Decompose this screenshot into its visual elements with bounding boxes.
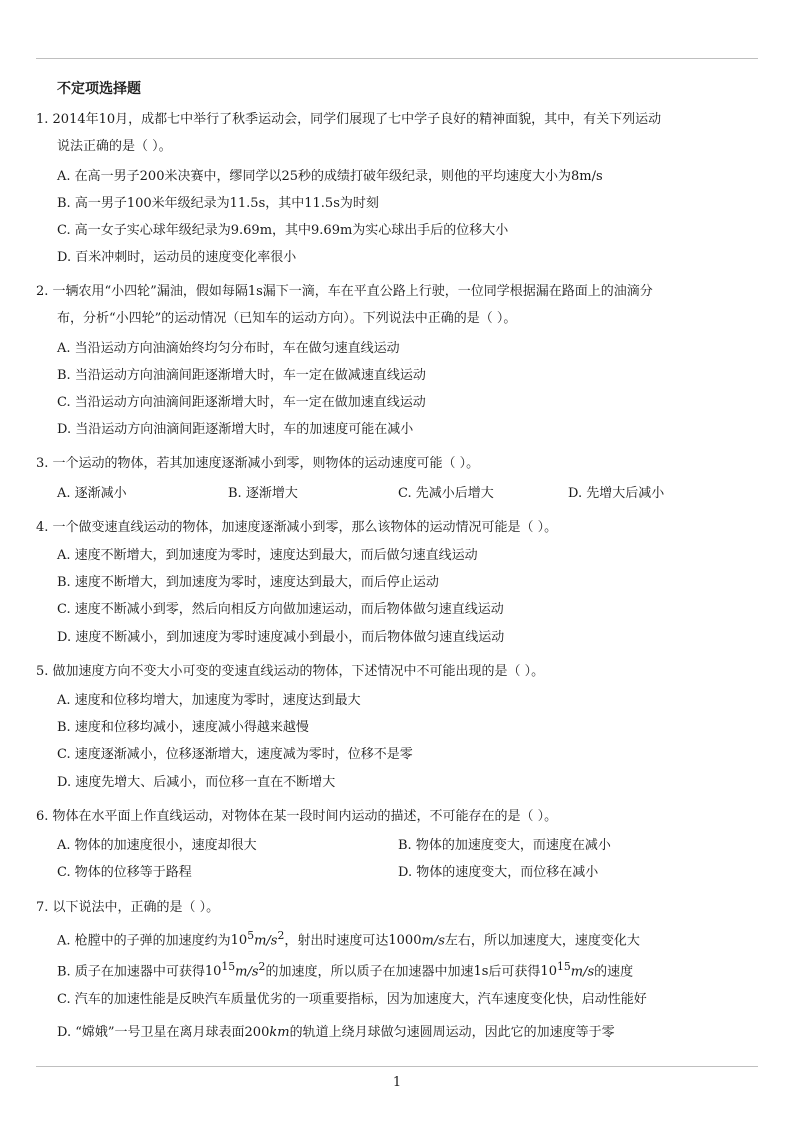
math-exponent: 2 [277, 929, 285, 942]
question-7-option-c: C. 汽车的加速性能是反映汽车质量优劣的一项重要指标，因为加速度大，汽车速度变化快，启动性能好 [57, 992, 647, 1007]
math-number: 1s [473, 964, 489, 980]
question-2-stem-cont: 布，分析“小四轮”的运动情况（已知车的运动方向）。下列说法中正确的是（ ）。 [57, 311, 517, 326]
question-1-option-c: C. 高一女子实心球年级纪录为9.69m，其中9.69m为实心球出手后的位移大小 [57, 223, 509, 238]
footer-rule [36, 1066, 758, 1067]
question-1-option-d: D. 百米冲刺时，运动员的速度变化率很小 [57, 250, 297, 265]
question-7-stem: 7. 以下说法中，正确的是（ ）。 [36, 900, 220, 915]
question-1-stem: 1. 2014年10月，成都七中举行了秋季运动会，同学们展现了七中学子良好的精神面貌，其中，有关下列运动 [36, 112, 662, 127]
option-text: D. “嫦娥”一号卫星在离月球表面 [57, 1025, 245, 1040]
math-number: 200 [244, 1025, 270, 1040]
question-6-stem: 6. 物体在水平面上作直线运动，对物体在某一段时间内运动的描述，不可能存在的是（ ）。 [36, 809, 558, 824]
math-exponent: 2 [258, 960, 266, 973]
math-unit: m/s [254, 933, 278, 949]
math-number: 1000 [388, 933, 422, 949]
question-6-option-a: A. 物体的加速度很小，速度却很大 [57, 838, 257, 853]
question-6-option-b: B. 物体的加速度变大，而速度在减小 [398, 838, 611, 853]
option-text: 的速度 [594, 964, 634, 980]
header-rule [36, 58, 758, 59]
option-text: B. 质子在加速器中可获得 [57, 964, 205, 980]
math-number: 10 [540, 964, 557, 980]
math-exponent: 15 [556, 960, 571, 973]
question-4-option-c: C. 速度不断减小到零，然后向相反方向做加速运动，而后物体做匀速直线运动 [57, 602, 504, 617]
page-number: 1 [392, 1075, 402, 1090]
question-4-stem: 4. 一个做变速直线运动的物体，加速度逐渐减小到零，那么该物体的运动情况可能是（ ）。 [36, 520, 558, 535]
question-7-option-d [57, 1021, 615, 1040]
question-7-option-b [57, 960, 633, 979]
option-text: 左右，所以加速度大，速度变化大 [444, 933, 640, 949]
question-4-option-b: B. 速度不断增大，到加速度为零时，速度达到最大，而后停止运动 [57, 575, 439, 590]
math-exponent: 5 [247, 929, 255, 942]
math-number: 10 [204, 964, 222, 980]
question-6-option-d: D. 物体的速度变大，而位移在减小 [398, 865, 599, 880]
question-5-option-b: B. 速度和位移均减小，速度减小得越来越慢 [57, 720, 309, 735]
question-3-option-d: D. 先增大后减小 [568, 486, 665, 501]
question-4-option-a: A. 速度不断增大，到加速度为零时，速度达到最大，而后做匀速直线运动 [57, 548, 478, 563]
question-2-option-d: D. 当沿运动方向油滴间距逐渐增大时，车的加速度可能在减小 [57, 422, 414, 437]
option-text: ，射出时速度可达 [284, 933, 389, 949]
question-5-stem: 5. 做加速度方向不变大小可变的变速直线运动的物体，下述情况中不可能出现的是（ ）。 [36, 664, 545, 679]
math-unit: m/s [421, 933, 445, 949]
math-number: 10 [230, 933, 248, 949]
option-text: 的轨道上绕月球做匀速圆周运动，因此它的加速度等于零 [289, 1025, 615, 1040]
question-5-option-d: D. 速度先增大、后减小，而位移一直在不断增大 [57, 775, 336, 790]
question-3-option-b: B. 逐渐增大 [228, 486, 298, 501]
section-title: 不定项选择题 [57, 81, 141, 97]
question-2-option-c: C. 当沿运动方向油滴间距逐渐增大时，车一定在做加速直线运动 [57, 395, 426, 410]
question-1-stem-cont: 说法正确的是（ ）。 [57, 139, 172, 154]
question-7-option-a [57, 929, 640, 948]
question-2-option-b: B. 当沿运动方向油滴间距逐渐增大时，车一定在做减速直线运动 [57, 368, 426, 383]
question-4-option-d: D. 速度不断减小，到加速度为零时速度减小到最小，而后物体做匀速直线运动 [57, 630, 505, 645]
option-text: 后可获得 [488, 964, 541, 980]
question-6-option-c: C. 物体的位移等于路程 [57, 865, 192, 880]
question-2-stem: 2. 一辆农用“小四轮”漏油，假如每隔1s漏下一滴，车在平直公路上行驶，一位同学根据漏在路面上的油滴分 [36, 284, 653, 299]
question-3-option-a: A. 逐渐减小 [57, 486, 127, 501]
math-unit: m/s [235, 964, 259, 980]
option-text: 的加速度，所以质子在加速器中加速 [265, 964, 474, 980]
question-3-stem: 3. 一个运动的物体，若其加速度逐渐减小到零，则物体的运动速度可能（ ）。 [36, 456, 480, 471]
question-5-option-c: C. 速度逐渐减小，位移逐渐增大，速度减为零时，位移不是零 [57, 747, 413, 762]
question-1-option-b: B. 高一男子100米年级纪录为11.5s，其中11.5s为时刻 [57, 196, 379, 211]
question-1-option-a: A. 在高一男子200米决赛中，缪同学以25秒的成绩打破年级纪录，则他的平均速度大小为8m/s [57, 169, 603, 184]
question-3-option-c: C. 先减小后增大 [398, 486, 494, 501]
question-2-option-a: A. 当沿运动方向油滴始终均匀分布时，车在做匀速直线运动 [57, 341, 400, 356]
question-5-option-a: A. 速度和位移均增大，加速度为零时，速度达到最大 [57, 693, 361, 708]
math-unit: km [269, 1025, 290, 1040]
math-unit: m/s [570, 964, 595, 980]
math-exponent: 15 [221, 960, 236, 973]
option-text: A. 枪膛中的子弹的加速度约为 [57, 933, 231, 949]
